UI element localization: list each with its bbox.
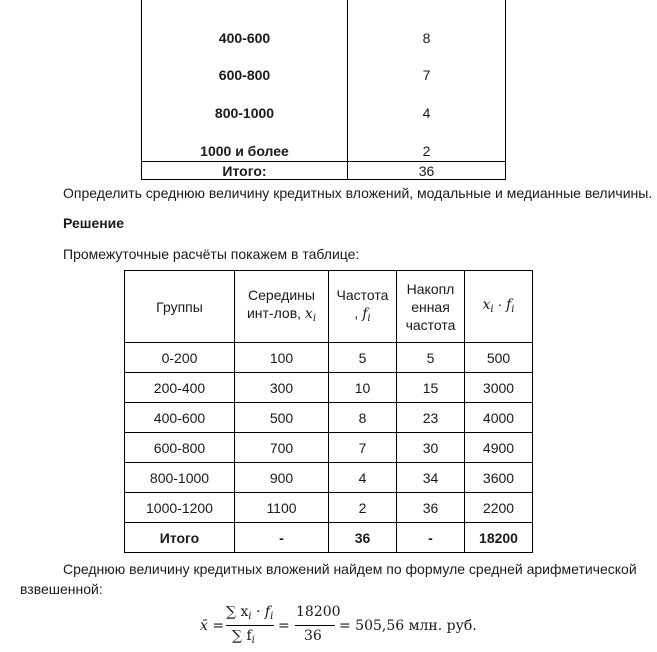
midpoint-cell: 300 — [235, 373, 329, 403]
table-row — [125, 463, 533, 493]
total-label: Итого: — [222, 163, 267, 179]
fraction-bar-2 — [295, 625, 335, 626]
formula-result: = 505,56 млн. руб. — [339, 618, 477, 634]
total-label: Итого — [125, 523, 235, 553]
cumulative-cell: 30 — [397, 433, 465, 463]
mean-text-line2: взвешенной: — [20, 581, 103, 597]
frequency-cell: 8 — [329, 403, 397, 433]
group-cell: 400-600 — [218, 30, 271, 46]
solution-heading: Решение — [63, 215, 125, 231]
total-product: 18200 — [465, 523, 533, 553]
midpoint-cell: 100 — [235, 343, 329, 373]
product-cell: 3600 — [465, 463, 533, 493]
midpoint-cell: 700 — [235, 433, 329, 463]
table-row — [125, 403, 533, 433]
cumulative-cell: 23 — [397, 403, 465, 433]
intermediate-text: Промежуточные расчёты покажем в таблице: — [63, 246, 360, 262]
formula-lhs: x̄ = — [200, 618, 225, 634]
cumulative-cell: 5 — [397, 343, 465, 373]
table-row — [125, 433, 533, 463]
table-row — [125, 343, 533, 373]
header-frequency: Частота , $f_i$ — [329, 271, 397, 343]
header-midpoints: Середины инт-лов, $x_i$ — [235, 271, 329, 343]
group-cell: 600-800 — [218, 67, 271, 83]
table-row — [125, 373, 533, 403]
header-cumulative: Накопл енная частота — [397, 271, 465, 343]
frequency-cell: 5 — [329, 343, 397, 373]
total-midpoint: - — [235, 523, 329, 553]
product-cell: 500 — [465, 343, 533, 373]
total-frequency: 36 — [329, 523, 397, 553]
fraction-bar-1 — [226, 625, 274, 626]
value-cell: 8 — [422, 30, 431, 46]
formula-numerator-2: 18200 — [296, 604, 341, 620]
group-cell: 1000 и более — [200, 143, 289, 159]
product-cell: 4000 — [465, 403, 533, 433]
product-cell: 4900 — [465, 433, 533, 463]
midpoint-cell: 900 — [235, 463, 329, 493]
frequency-table — [141, 0, 506, 180]
formula-denominator-1: ∑ $f_i$ — [232, 628, 255, 646]
value-cell: 4 — [422, 105, 431, 121]
group-cell: 0-200 — [125, 343, 235, 373]
frequency-cell: 10 — [329, 373, 397, 403]
mean-text-line1: Среднюю величину кредитных вложений найдем по формуле средней арифметической — [63, 561, 637, 577]
frequency-cell: 7 — [329, 433, 397, 463]
group-cell: 1000-1200 — [125, 493, 235, 523]
formula-equals: = — [278, 618, 290, 634]
formula-denominator-2: 36 — [304, 628, 322, 644]
product-cell: 3000 — [465, 373, 533, 403]
group-cell: 400-600 — [125, 403, 235, 433]
frequency-cell: 4 — [329, 463, 397, 493]
value-cell: 7 — [422, 67, 431, 83]
table-row — [125, 493, 533, 523]
total-value: 36 — [418, 163, 435, 179]
header-product: $x_i \cdot f_i$ — [465, 271, 533, 343]
total-row — [125, 523, 533, 553]
product-cell: 2200 — [465, 493, 533, 523]
frequency-cell: 2 — [329, 493, 397, 523]
midpoint-cell: 500 — [235, 403, 329, 433]
cumulative-cell: 15 — [397, 373, 465, 403]
calculation-table — [124, 270, 533, 553]
midpoint-cell: 1100 — [235, 493, 329, 523]
group-cell: 200-400 — [125, 373, 235, 403]
cumulative-cell: 34 — [397, 463, 465, 493]
group-cell: 800-1000 — [214, 105, 275, 121]
formula-numerator-1: ∑ $x_i \cdot f_i$ — [226, 604, 274, 622]
total-row-divider — [142, 161, 505, 162]
header-groups: Группы — [125, 271, 235, 343]
group-cell: 600-800 — [125, 433, 235, 463]
cumulative-cell: 36 — [397, 493, 465, 523]
table-header-row — [125, 271, 533, 343]
task-text: Определить среднюю величину кредитных вложений, модальные и медианные величины. — [63, 185, 653, 201]
group-cell: 800-1000 — [125, 463, 235, 493]
value-cell: 2 — [422, 143, 431, 159]
total-cumulative: - — [397, 523, 465, 553]
